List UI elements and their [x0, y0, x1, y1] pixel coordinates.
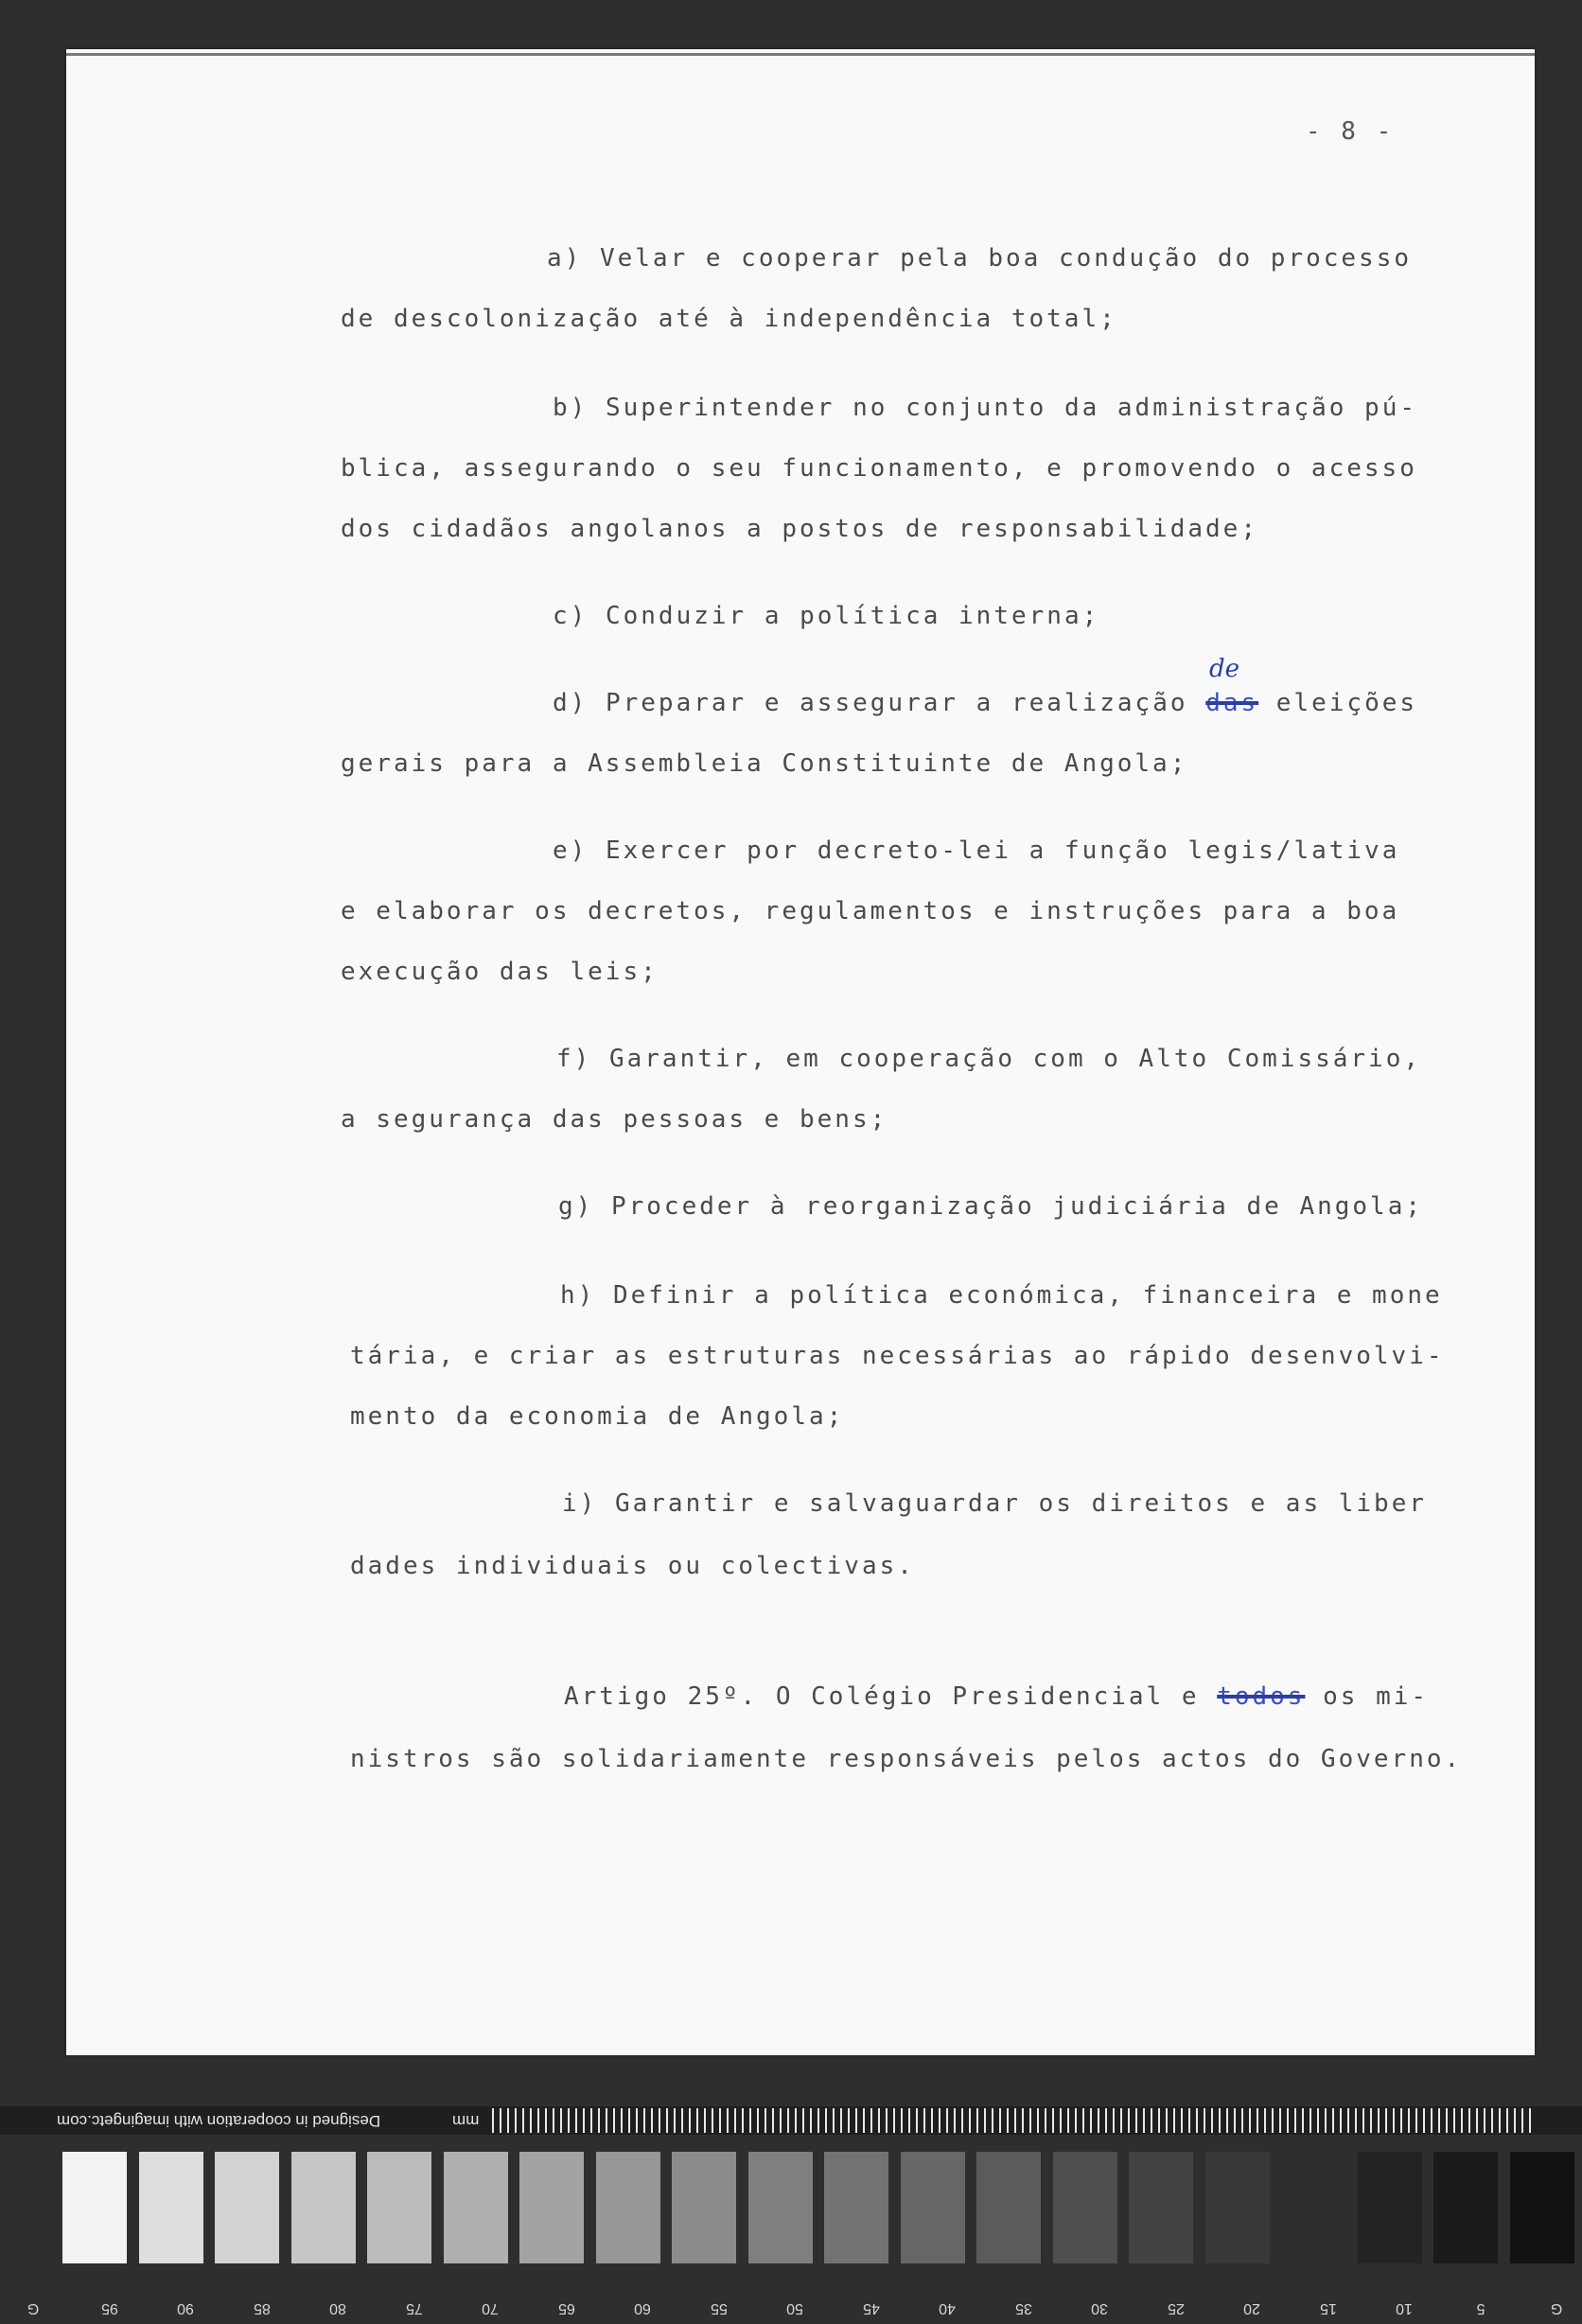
swatch-label: 70 — [482, 2300, 499, 2316]
gray-swatch — [1281, 2152, 1345, 2263]
item-i-line-2: dades individuais ou colectivas. — [350, 1552, 915, 1580]
gray-swatch — [1510, 2152, 1574, 2263]
struck-word-das: das — [1205, 689, 1259, 717]
swatch-label: 85 — [253, 2300, 271, 2316]
calibration-ruler — [0, 2106, 1582, 2135]
item-b-line-1: b) Superintender no conjunto da administração pú- — [553, 394, 1418, 422]
item-c-line-1: c) Conduzir a política interna; — [553, 602, 1100, 630]
gray-swatch — [672, 2152, 736, 2263]
gray-swatch — [291, 2152, 356, 2263]
gray-swatch — [367, 2152, 431, 2263]
item-d-line-1 — [553, 691, 1417, 715]
swatch-label: 95 — [100, 2300, 118, 2316]
gray-swatch — [1053, 2152, 1117, 2263]
ruler-unit: mm — [452, 2112, 480, 2130]
item-d-line-2: gerais para a Assembleia Constituinte de Angola; — [341, 749, 1188, 778]
item-d-pre: d) Preparar e assegurar a realização — [553, 689, 1206, 717]
gray-swatch — [519, 2152, 584, 2263]
page-number: - 8 - — [1306, 117, 1395, 146]
item-g-line-1: g) Proceder à reorganização judiciária de Angola; — [558, 1192, 1424, 1221]
item-b-line-2: blica, assegurando o seu funcionamento, e promovendo o acesso — [341, 454, 1417, 483]
swatch-label: G — [26, 2300, 40, 2316]
struck-word-todos: todos — [1217, 1682, 1306, 1711]
item-d-post: eleições — [1258, 689, 1418, 717]
calibration-credit: Designed in cooperation with imagingetc.com — [57, 2112, 381, 2130]
article-25-line-2: nistros são solidariamente responsáveis pelos actos do Governo. — [350, 1745, 1463, 1773]
swatch-label: 90 — [177, 2300, 194, 2316]
gray-swatch — [901, 2152, 965, 2263]
swatch-label: 15 — [1319, 2300, 1337, 2316]
gray-swatch — [215, 2152, 279, 2263]
item-e-line-3: execução das leis; — [341, 958, 659, 986]
swatch-label: 80 — [329, 2300, 346, 2316]
swatch-label: 20 — [1243, 2300, 1260, 2316]
swatch-label: 25 — [1167, 2300, 1185, 2316]
item-a-line-2: de descolonização até à independência total; — [341, 305, 1117, 333]
gray-swatch — [748, 2152, 813, 2263]
gray-swatch — [139, 2152, 203, 2263]
swatch-label: 30 — [1091, 2300, 1108, 2316]
gray-swatch — [824, 2152, 888, 2263]
swatch-label: 45 — [862, 2300, 880, 2316]
gray-swatch — [976, 2152, 1041, 2263]
item-i-line-1: i) Garantir e salvaguardar os direitos e as liber — [562, 1489, 1428, 1518]
grayscale-swatches — [0, 2144, 1582, 2296]
article-25-pre: Artigo 25º. O Colégio Presidencial e — [564, 1682, 1218, 1711]
swatch-label: 35 — [1014, 2300, 1032, 2316]
swatch-label: 50 — [786, 2300, 803, 2316]
document-page — [66, 49, 1535, 2055]
item-f-line-2: a segurança das pessoas e bens; — [341, 1105, 888, 1134]
gray-swatch — [596, 2152, 660, 2263]
item-e-line-2: e elaborar os decretos, regulamentos e instruções para a boa — [341, 897, 1400, 925]
swatch-label: 40 — [939, 2300, 956, 2316]
gray-swatch — [62, 2152, 127, 2263]
item-f-line-1: f) Garantir, em cooperação com o Alto Comissário, — [556, 1045, 1422, 1073]
handwritten-insert-de: de — [1209, 655, 1240, 683]
swatch-label: 60 — [634, 2300, 651, 2316]
gray-swatch — [1129, 2152, 1193, 2263]
item-a-line-1: a) Velar e cooperar pela boa condução do processo — [547, 244, 1413, 273]
ruler-ticks — [492, 2108, 1533, 2133]
swatch-label: 65 — [557, 2300, 575, 2316]
gray-swatch — [1205, 2152, 1270, 2263]
item-h-line-2: tária, e criar as estruturas necessárias ao rápido desenvolvi- — [350, 1342, 1445, 1370]
swatch-label: 55 — [710, 2300, 728, 2316]
swatch-label: 10 — [1396, 2300, 1413, 2316]
item-b-line-3: dos cidadãos angolanos a postos de responsabilidade; — [341, 515, 1258, 543]
item-h-line-1: h) Definir a política económica, financeira e mone — [560, 1281, 1443, 1310]
swatch-label: 5 — [1476, 2300, 1485, 2316]
item-h-line-3: mento da economia de Angola; — [350, 1402, 845, 1431]
gray-swatch — [1433, 2152, 1498, 2263]
swatch-label: 75 — [405, 2300, 423, 2316]
gray-swatch — [1358, 2152, 1422, 2263]
article-25-post: os mi- — [1305, 1682, 1430, 1711]
top-edge-line — [66, 53, 1535, 56]
item-e-line-1: e) Exercer por decreto-lei a função legis/lativa — [553, 836, 1400, 865]
gray-swatch — [444, 2152, 508, 2263]
article-25-line-1 — [564, 1684, 1429, 1709]
swatch-label: G — [1550, 2300, 1563, 2316]
